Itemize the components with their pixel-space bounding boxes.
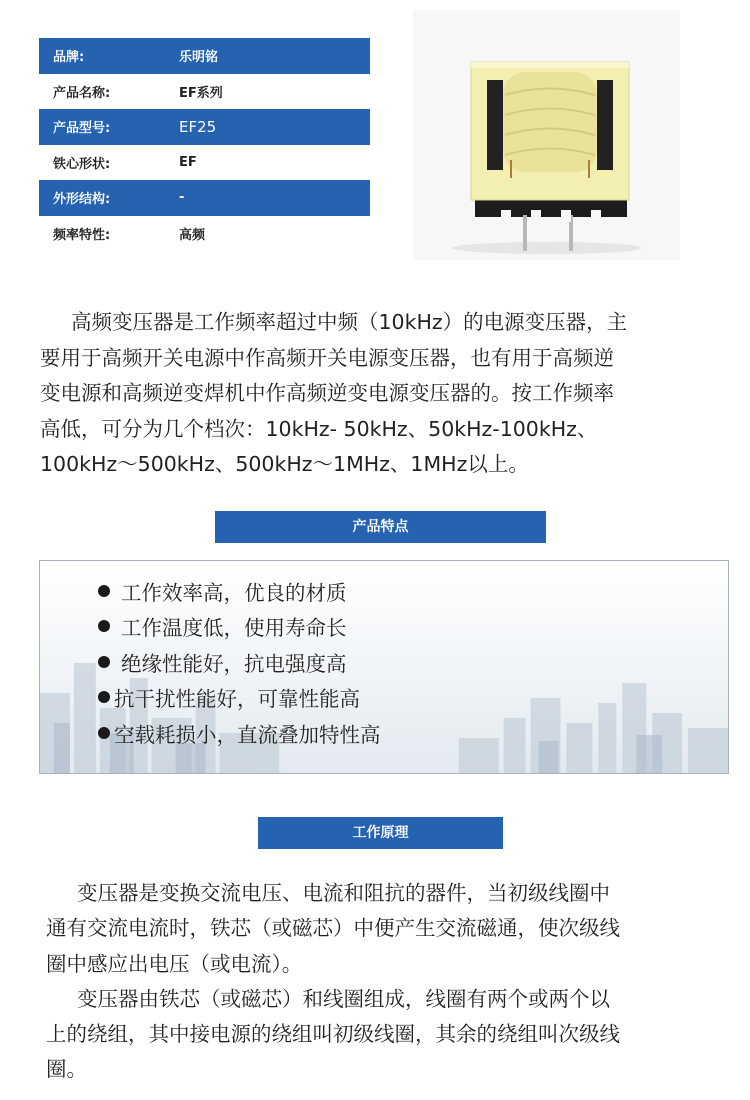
spec-row-brand bbox=[39, 38, 370, 74]
intro-line: 100kHz～500kHz、500kHz～1MHz、1MHz以上。 bbox=[40, 452, 529, 477]
spec-value: EF25 bbox=[179, 117, 217, 136]
spec-value: 乐明铭 bbox=[179, 50, 219, 66]
intro-text: 高频变压器是工作频率超过中频（10kHz）的电源变压器，主 bbox=[71, 310, 628, 334]
spec-value: - bbox=[179, 190, 185, 206]
list-item bbox=[98, 715, 381, 751]
spec-label: 外形结构: bbox=[53, 192, 111, 208]
spec-value: EF系列 bbox=[179, 85, 223, 101]
spec-label: 铁心形状: bbox=[53, 156, 111, 172]
spec-label: 品牌: bbox=[53, 50, 85, 66]
spec-label: 产品名称: bbox=[53, 85, 111, 101]
spec-row-core-shape bbox=[39, 145, 370, 181]
principle-text-line: 变压器是变换交流电压、电流和阻抗的器件，当初级线圈中 bbox=[77, 881, 610, 905]
spec-row-structure bbox=[39, 180, 370, 216]
features-heading: 产品特点 bbox=[215, 511, 546, 543]
feature-text: 工作效率高，优良的材质 bbox=[121, 580, 347, 605]
feature-text: 空载耗损小，直流叠加特性高 bbox=[114, 722, 381, 747]
transformer-image bbox=[413, 10, 680, 260]
principle-heading: 工作原理 bbox=[258, 817, 503, 849]
product-photo bbox=[413, 10, 680, 260]
list-item bbox=[98, 680, 381, 716]
list-item bbox=[98, 644, 381, 680]
bullet-dot-icon bbox=[98, 691, 110, 703]
list-item bbox=[98, 573, 381, 609]
intro-paragraph bbox=[40, 305, 720, 483]
feature-text: 工作温度低，使用寿命长 bbox=[121, 616, 347, 641]
intro-line: 变电源和高频逆变焊机中作高频逆变电源变压器的。按工作频率 bbox=[40, 381, 614, 406]
principle-paragraph-1 bbox=[46, 876, 726, 982]
spec-value: 高频 bbox=[179, 227, 206, 243]
spec-label: 产品型号: bbox=[53, 121, 111, 137]
feature-text: 绝缘性能好，抗电强度高 bbox=[121, 651, 347, 676]
feature-text: 抗干扰性能好，可靠性能高 bbox=[114, 687, 360, 712]
bullet-dot-icon bbox=[98, 656, 110, 668]
bullet-dot-icon bbox=[98, 585, 110, 597]
bullet-dot-icon bbox=[98, 727, 110, 739]
intro-line: 要用于高频开关电源中作高频开关电源变压器，也有用于高频逆 bbox=[40, 345, 614, 370]
bullet-dot-icon bbox=[98, 620, 110, 632]
features-panel bbox=[39, 560, 729, 774]
principle-text-line: 变压器由铁芯（或磁芯）和线圈组成，线圈有两个或两个以 bbox=[77, 986, 610, 1011]
principle-line: 上的绕组，其中接电源的绕组叫初级线圈，其余的绕组叫次级线 bbox=[46, 1022, 620, 1047]
principle-line bbox=[46, 876, 726, 911]
principle-line: 通有交流电流时，铁芯（或磁芯）中便产生交流磁通，使次级线 bbox=[46, 916, 620, 941]
principle-text bbox=[46, 876, 726, 1088]
principle-line: 圈中感应出电压（或电流）。 bbox=[46, 951, 303, 976]
principle-paragraph-2 bbox=[46, 982, 726, 1088]
spec-row-model bbox=[39, 109, 370, 145]
spec-label: 频率特性: bbox=[53, 227, 111, 243]
list-item bbox=[98, 609, 381, 645]
feature-list bbox=[98, 573, 381, 751]
spec-row-product-name bbox=[39, 74, 370, 110]
spec-table bbox=[39, 38, 370, 251]
intro-line: 高低，可分为几个档次：10kHz- 50kHz、50kHz-100kHz、 bbox=[40, 416, 598, 441]
spec-row-frequency bbox=[39, 216, 370, 252]
spec-value: EF bbox=[179, 154, 197, 170]
principle-line bbox=[46, 982, 726, 1017]
intro-line bbox=[40, 305, 720, 341]
principle-line: 圈。 bbox=[46, 1057, 87, 1082]
